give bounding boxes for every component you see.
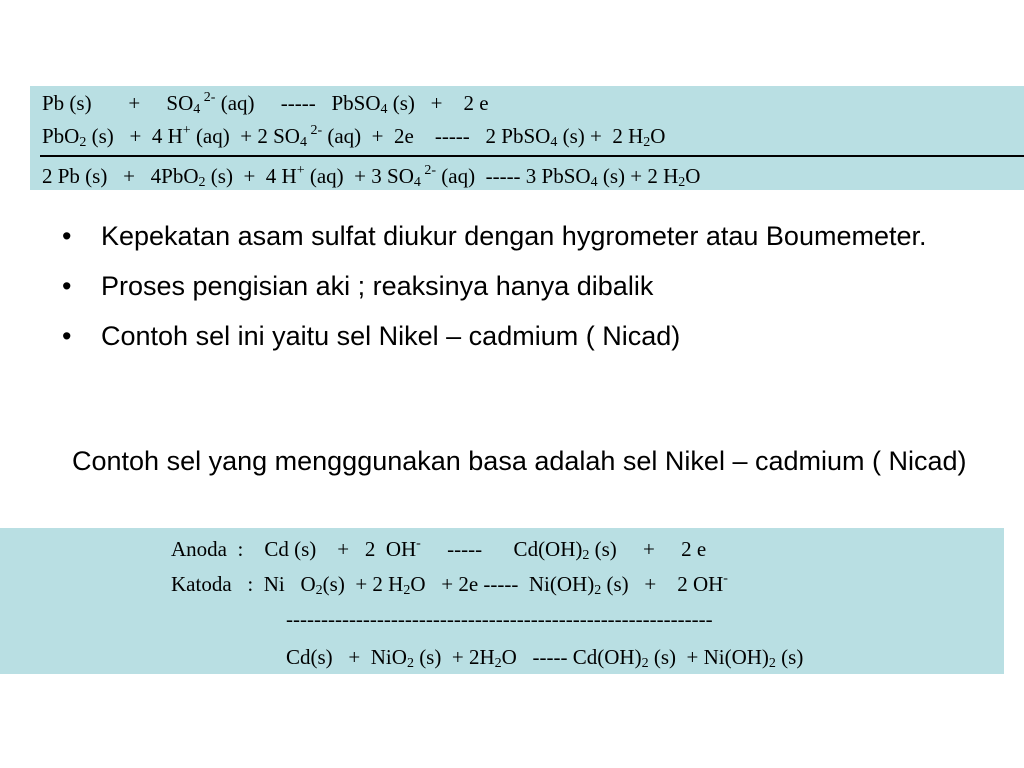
nicad-cathode-equation: Katoda : Ni $O_2(s) + 2$ $H_2O + 2e$ ----- $Ni(OH)_2$ (s) + 2 OH- [171,571,728,598]
nicad-overall-equation: Cd(s) + NiO$_2$ $(s) + 2H_2O$ ----- $Cd(OH)_2$ $(s) + Ni(OH)_2$ (s) [286,645,804,671]
lead-acid-overall-equation: 2 Pb (s) + 4PbO$_2$ (s) + 4 H+ (aq) + 3 $SO_4$ $^{2-}$ (aq) ----- 3 PbSO$_4$ (s) + 2 $H_2O$ [42,163,701,190]
bullet-marker: • [62,221,72,251]
nicad-note: Contoh sel yang mengggunakan basa adalah sel Nikel – cadmium ( Nicad) [72,446,967,476]
bullet-marker: • [62,321,72,351]
bullet-list [62,218,962,368]
bullet-item: • Proses pengisian aki ; reaksinya hanya dibalik [62,268,962,304]
bullet-item: • Contoh sel ini yaitu sel Nikel – cadmium ( Nicad) [62,318,962,354]
lead-acid-anode-equation: Pb (s) + $SO_4$ $^{2-}$ (aq) ----- PbSO$_4$ (s) + 2 e [42,90,489,117]
nicad-separator-line: ------------------------------------------------------------- [286,607,713,631]
bullet-item: • Kepekatan asam sulfat diukur dengan hygrometer atau Boumemeter. [62,218,962,254]
equation-sum-divider [40,155,1024,157]
nicad-anode-equation: Anoda : Cd (s) + 2 OH- ----- $Cd(OH)_2$ (s) + 2 e [171,536,707,563]
bullet-marker: • [62,271,72,301]
lead-acid-cathode-equation: PbO$_2$ (s) + 4 H+ (aq) + 2 $SO_4$ $^{2-}$ (aq) + 2e ----- 2 PbSO$_4$ (s) + 2 $H_2O$ [42,123,666,150]
